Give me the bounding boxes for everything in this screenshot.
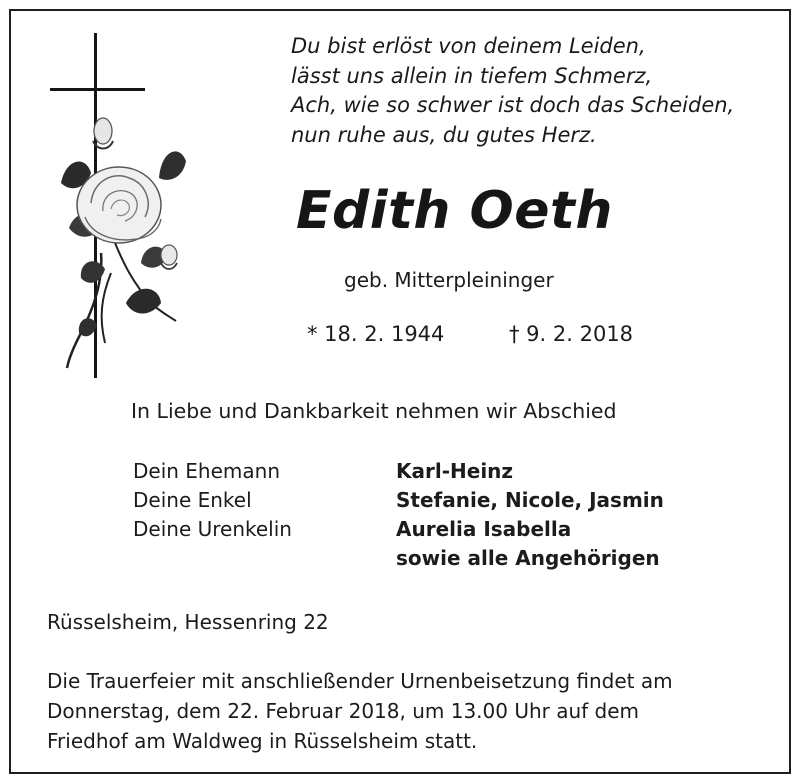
ceremony-line: Friedhof am Waldweg in Rüsselsheim statt. — [47, 729, 478, 753]
birth-name: geb. Mitterpleininger — [344, 268, 554, 292]
ceremony-line: Donnerstag, dem 22. Februar 2018, um 13.00 Uhr auf dem — [47, 699, 640, 723]
deceased-name: Edith Oeth — [296, 181, 613, 241]
poem-line: Du bist erlöst von deinem Leiden, — [291, 34, 646, 58]
obituary-notice — [9, 9, 791, 774]
mourner-name: Stefanie, Nicole, Jasmin — [396, 488, 664, 512]
birth-date: * 18. 2. 1944 — [307, 322, 445, 346]
poem-line: Ach, wie so schwer ist doch das Scheiden, — [291, 93, 735, 117]
poem — [291, 32, 734, 150]
mourner-relation: Deine Urenkelin — [133, 517, 292, 541]
mourner-relation: Dein Ehemann — [133, 459, 281, 483]
ceremony-info — [47, 666, 673, 756]
address: Rüsselsheim, Hessenring 22 — [47, 610, 329, 634]
poem-line: lässt uns allein in tiefem Schmerz, — [291, 63, 653, 88]
ceremony-line: Die Trauerfeier mit anschließender Urnenbeisetzung findet am — [47, 669, 673, 693]
cross-with-rose-icon — [41, 33, 201, 388]
mourner-names — [396, 457, 664, 573]
mourner-name: sowie alle Angehörigen — [396, 546, 660, 570]
mourner-relation: Deine Enkel — [133, 488, 252, 512]
death-date: † 9. 2. 2018 — [509, 322, 634, 346]
mourner-name: Karl-Heinz — [396, 459, 514, 483]
mourner-name: Aurelia Isabella — [396, 517, 572, 541]
poem-line: nun ruhe aus, du gutes Herz. — [291, 122, 597, 147]
mourner-relations — [133, 457, 292, 544]
farewell-text: In Liebe und Dankbarkeit nehmen wir Abschied — [131, 399, 617, 423]
